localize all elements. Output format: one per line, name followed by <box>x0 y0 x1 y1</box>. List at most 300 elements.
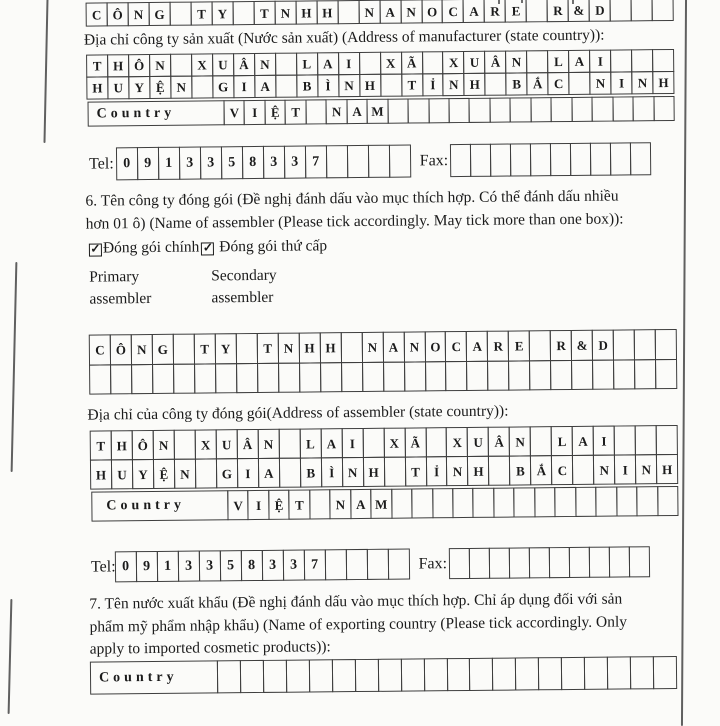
char-cell: L <box>551 426 573 456</box>
country-row <box>90 656 677 695</box>
char-cell: H <box>363 457 385 487</box>
text-line: 7. Tên nước xuất khẩu (Đề nghị đánh dấu vào mục thích hợp. Chỉ áp dụng đối với sản <box>89 590 623 613</box>
char-cell <box>383 457 405 487</box>
char-cell: I <box>589 50 611 73</box>
char-cell: G <box>212 75 234 98</box>
char-cell: C <box>442 0 464 23</box>
char-cell <box>286 659 310 692</box>
char-cell: U <box>467 427 489 457</box>
char-cell <box>469 658 493 691</box>
digit-cell <box>510 143 531 176</box>
char-cell: Ệ <box>268 490 290 520</box>
char-cell: I <box>248 490 270 520</box>
char-cell: I <box>233 75 255 98</box>
digit-cell: 9 <box>135 551 157 582</box>
char-cell: T <box>256 333 278 364</box>
char-cell: Â <box>233 53 255 76</box>
char-cell: N <box>149 54 171 77</box>
text-line: Primary <box>89 268 140 286</box>
char-cell <box>452 488 474 518</box>
char-cell: U <box>212 53 234 76</box>
char-cell: Ỉ <box>422 73 444 96</box>
exporting-country-grid <box>90 656 677 695</box>
digit-cell <box>368 145 390 178</box>
digit-cell: 8 <box>242 146 264 179</box>
char-cell: Ì <box>321 457 343 487</box>
primary-assembler-sublabel <box>89 266 151 311</box>
char-cell: G <box>152 334 174 365</box>
digit-cell <box>569 547 590 578</box>
char-cell <box>332 659 356 692</box>
char-cell: N <box>277 333 299 364</box>
char-cell <box>423 658 447 691</box>
char-cell: L <box>296 52 318 75</box>
char-cell: X <box>380 52 402 75</box>
char-cell <box>89 364 111 394</box>
char-cell <box>529 330 551 361</box>
char-cell <box>173 334 195 365</box>
char-cell <box>469 98 491 123</box>
char-cell: N <box>170 76 192 99</box>
char-cell <box>170 54 192 77</box>
secondary-assembler-label: Đóng gói thứ cấp <box>215 237 328 256</box>
char-cell: N <box>326 99 348 124</box>
char-cell: V <box>224 100 246 125</box>
char-cell: A <box>320 428 342 458</box>
char-cell <box>169 2 191 26</box>
char-cell: B <box>509 455 531 485</box>
char-cell <box>653 656 677 689</box>
char-cell: I <box>593 426 615 456</box>
char-cell <box>634 359 656 389</box>
char-cell: H <box>86 76 108 99</box>
char-cell <box>551 97 573 122</box>
text-line: apply to imported cosmetic products)): <box>89 638 331 658</box>
char-cell: A <box>350 489 372 519</box>
char-cell <box>655 359 677 389</box>
char-cell <box>633 96 655 121</box>
char-cell: N <box>358 0 380 24</box>
char-cell: N <box>446 456 468 486</box>
char-cell <box>616 486 638 516</box>
char-cell <box>493 488 515 518</box>
char-cell <box>299 362 321 392</box>
char-cell <box>448 98 470 123</box>
secondary-assembler-checkbox <box>201 242 214 255</box>
char-cell <box>466 361 488 391</box>
char-cell: N <box>400 0 422 24</box>
assembler-name-row-empty <box>90 359 677 395</box>
text-line: Secondary <box>211 266 277 285</box>
digit-cell <box>530 143 551 176</box>
char-cell <box>217 660 241 693</box>
char-cell <box>571 360 593 390</box>
digit-cell: 3 <box>198 550 220 581</box>
char-cell <box>422 51 444 74</box>
char-cell: T <box>190 1 212 25</box>
char-cell <box>630 656 654 689</box>
char-cell: T <box>194 333 216 364</box>
char-cell <box>530 426 552 456</box>
char-cell <box>275 75 297 98</box>
text-line: phẩm mỹ phẩm nhập khẩu) (Name of exporting country (Please tick accordingly. Only <box>89 612 628 636</box>
digit-cell: 0 <box>114 551 136 582</box>
char-cell: N <box>593 455 615 485</box>
char-cell <box>655 329 677 360</box>
char-cell <box>515 657 539 690</box>
char-cell <box>652 49 674 72</box>
section7-text <box>89 588 627 661</box>
char-cell: V <box>227 490 249 520</box>
char-cell: X <box>191 53 213 76</box>
char-cell <box>191 75 213 98</box>
char-cell <box>612 96 634 121</box>
char-cell <box>309 489 331 519</box>
char-cell <box>432 488 454 518</box>
char-cell <box>404 361 426 391</box>
char-cell: A <box>254 75 276 98</box>
fax-number-boxes <box>451 142 651 177</box>
char-cell: T <box>404 456 426 486</box>
digit-cell <box>366 549 388 580</box>
char-cell <box>174 430 196 460</box>
digit-cell <box>449 548 470 579</box>
fax-number-boxes <box>450 546 650 579</box>
char-cell <box>215 363 237 393</box>
char-cell <box>571 97 593 122</box>
char-cell: B <box>296 74 318 97</box>
char-cell: I <box>244 100 266 125</box>
char-cell <box>657 486 679 516</box>
char-cell <box>613 329 635 360</box>
char-cell <box>550 360 572 390</box>
char-cell <box>635 425 657 455</box>
char-cell <box>236 333 258 364</box>
primary-assembler-label: Đóng gói chính <box>102 238 200 257</box>
tel-number-boxes <box>117 145 411 181</box>
char-cell: U <box>111 459 133 489</box>
char-cell: H <box>111 430 133 460</box>
digit-cell <box>450 144 471 177</box>
country-row <box>91 486 678 522</box>
char-cell <box>488 456 510 486</box>
digit-cell: 3 <box>261 550 283 581</box>
digit-cell: 1 <box>156 551 178 582</box>
char-cell: Ô <box>128 54 150 77</box>
char-cell: C <box>548 72 570 95</box>
char-cell: Â <box>484 51 506 74</box>
digit-cell <box>490 144 511 177</box>
char-cell: N <box>257 429 279 459</box>
char-cell: M <box>367 99 389 124</box>
char-cell: E <box>505 0 527 23</box>
char-cell: Ì <box>317 74 339 97</box>
char-cell: D <box>589 0 611 22</box>
char-cell: H <box>298 332 320 363</box>
char-cell: T <box>401 73 423 96</box>
char-cell <box>489 98 511 123</box>
char-cell <box>362 362 384 392</box>
char-cell: H <box>359 74 381 97</box>
char-cell <box>380 74 402 97</box>
text-line: assembler <box>211 288 274 307</box>
char-cell: L <box>299 428 321 458</box>
char-cell <box>538 657 562 690</box>
char-cell: I <box>341 428 363 458</box>
char-cell: Ệ <box>149 76 171 99</box>
char-cell <box>152 364 174 394</box>
char-cell: Ô <box>132 430 154 460</box>
digit-cell <box>630 142 651 175</box>
char-cell <box>279 458 301 488</box>
digit-cell <box>345 549 367 580</box>
char-cell: A <box>466 331 488 362</box>
digit-cell: 9 <box>137 147 159 180</box>
char-cell <box>653 96 675 121</box>
char-cell <box>554 487 576 517</box>
digit-cell <box>550 143 571 176</box>
tel-fax-row-1 <box>89 142 651 180</box>
char-cell: A <box>463 0 485 23</box>
char-cell: I <box>338 52 360 75</box>
digit-cell <box>489 548 510 579</box>
char-cell <box>355 659 379 692</box>
char-cell <box>194 363 216 393</box>
char-cell: T <box>90 430 112 460</box>
char-cell <box>173 364 195 394</box>
secondary-assembler-sublabel <box>211 265 277 310</box>
digit-cell: 0 <box>116 147 138 180</box>
tel-label: Tel: <box>89 154 114 173</box>
char-cell <box>514 487 536 517</box>
tel-number-boxes <box>115 549 409 583</box>
char-cell: Ã <box>401 51 423 74</box>
text-line: hơn 01 ô) (Name of assembler (Please tick accordingly. May tick more than one box)): <box>85 209 624 233</box>
char-cell: R <box>547 0 569 22</box>
char-cell <box>572 455 594 485</box>
text-line: assembler <box>89 290 152 308</box>
char-cell: Ệ <box>153 459 175 489</box>
section6-text <box>85 185 623 235</box>
char-cell <box>391 489 413 519</box>
char-cell: U <box>107 76 129 99</box>
char-cell: T <box>289 489 311 519</box>
char-cell: H <box>316 0 338 24</box>
char-cell: C <box>445 331 467 362</box>
char-cell: C <box>551 455 573 485</box>
char-cell: Â <box>488 427 510 457</box>
char-cell <box>592 97 614 122</box>
char-cell: H <box>90 459 112 489</box>
char-cell <box>425 361 447 391</box>
char-cell: A <box>572 426 594 456</box>
digit-cell: 8 <box>240 550 262 581</box>
char-cell <box>378 659 402 692</box>
char-cell <box>240 660 264 693</box>
char-cell <box>526 50 548 73</box>
digit-cell: 3 <box>282 550 304 581</box>
char-cell <box>569 72 591 95</box>
char-cell: M <box>370 489 392 519</box>
char-cell <box>340 332 362 363</box>
char-cell: T <box>86 54 108 77</box>
char-cell <box>263 660 287 693</box>
char-cell <box>561 657 585 690</box>
char-cell: R <box>487 331 509 362</box>
digit-cell: 3 <box>263 146 285 179</box>
country-label-cell: Country <box>91 490 228 521</box>
char-cell: A <box>258 458 280 488</box>
country-label-cell: Country <box>88 100 225 126</box>
char-cell: Y <box>128 76 150 99</box>
char-cell <box>408 98 430 123</box>
char-cell <box>592 360 614 390</box>
char-cell: N <box>403 331 425 362</box>
char-cell: X <box>195 429 217 459</box>
char-cell <box>529 360 551 390</box>
char-cell: Ô <box>107 2 129 26</box>
char-cell <box>631 49 653 72</box>
char-cell: N <box>254 53 276 76</box>
char-cell: H <box>652 71 674 94</box>
char-cell: L <box>547 50 569 73</box>
char-cell: D <box>592 330 614 361</box>
char-cell <box>634 329 656 360</box>
manufacturer-address-grid <box>87 49 675 127</box>
char-cell <box>510 97 532 122</box>
char-cell: I <box>237 458 259 488</box>
digit-cell <box>347 145 369 178</box>
char-cell: O <box>424 331 446 362</box>
tel-label: Tel: <box>90 557 116 576</box>
char-cell <box>636 486 658 516</box>
char-cell: H <box>464 73 486 96</box>
char-cell <box>492 658 516 691</box>
assembler-address-label: Địa chỉ của công ty đóng gói(Address of assembler (state country)): <box>87 402 509 424</box>
char-cell: N <box>131 334 153 365</box>
char-cell <box>610 49 632 72</box>
char-cell <box>337 0 359 24</box>
fax-label: Fax: <box>418 554 448 572</box>
char-cell <box>473 488 495 518</box>
manufacturer-name-grid <box>87 0 674 27</box>
char-cell: R <box>550 330 572 361</box>
char-cell: Y <box>215 333 237 364</box>
char-cell: Ệ <box>264 100 286 125</box>
char-cell: C <box>89 334 111 365</box>
fax-label: Fax: <box>419 151 449 169</box>
char-cell: G <box>216 458 238 488</box>
char-cell <box>530 97 552 122</box>
assembler-name-grid <box>90 329 678 395</box>
assembler-checkbox-row <box>89 237 327 257</box>
digit-cell <box>629 546 650 577</box>
digit-cell <box>610 142 631 175</box>
char-cell: N <box>505 50 527 73</box>
text-line: 6. Tên công ty đóng gói (Đề nghị đánh dấu vào mục thích hợp. Có thể đánh dấu nhiều <box>85 187 619 210</box>
char-cell: U <box>215 429 237 459</box>
char-cell <box>526 0 548 22</box>
char-cell: R <box>484 0 506 23</box>
digit-cell <box>590 143 611 176</box>
digit-cell <box>529 547 550 578</box>
char-cell <box>631 0 653 21</box>
char-cell: Ắ <box>530 455 552 485</box>
digit-cell <box>549 547 570 578</box>
digit-cell: 3 <box>200 146 222 179</box>
char-cell <box>446 658 470 691</box>
digit-cell <box>389 145 411 178</box>
char-cell: B <box>506 72 528 95</box>
digit-cell <box>570 143 591 176</box>
char-cell <box>110 364 132 394</box>
char-cell <box>607 656 631 689</box>
tel-fax-row-2 <box>91 546 650 582</box>
char-cell <box>359 52 381 75</box>
char-cell: C <box>86 2 108 26</box>
digit-cell <box>324 549 346 580</box>
country-label-cell: Country <box>90 660 218 694</box>
assembler-sublabels <box>89 263 489 315</box>
char-cell: X <box>383 428 405 458</box>
char-cell <box>236 363 258 393</box>
checkmark-icon: ✓ <box>90 241 101 256</box>
char-cell: G <box>148 2 170 26</box>
char-cell: N <box>589 72 611 95</box>
char-cell: N <box>509 426 531 456</box>
char-cell: Ỉ <box>425 456 447 486</box>
char-cell: A <box>379 0 401 24</box>
char-cell <box>508 360 530 390</box>
char-cell: X <box>446 427 468 457</box>
digit-cell <box>609 546 630 577</box>
digit-cell: 3 <box>284 146 306 179</box>
char-cell: Y <box>132 459 154 489</box>
primary-assembler-checkbox <box>89 243 102 256</box>
char-cell: A <box>317 52 339 75</box>
char-cell: N <box>361 332 383 363</box>
char-cell <box>309 659 333 692</box>
char-cell: & <box>571 330 593 361</box>
char-cell <box>400 658 424 691</box>
manufacturer-address-label: Địa chỉ công ty sản xuất (Nước sản xuất) (Address of manufacturer (state country)): <box>83 26 605 49</box>
char-cell: T <box>253 1 275 25</box>
char-cell: H <box>467 456 489 486</box>
char-cell: H <box>107 54 129 77</box>
char-cell <box>131 364 153 394</box>
digit-cell <box>470 144 491 177</box>
digit-cell: 3 <box>179 147 201 180</box>
char-cell: B <box>300 457 322 487</box>
char-cell: U <box>463 51 485 74</box>
char-cell <box>613 359 635 389</box>
char-cell: & <box>568 0 590 22</box>
char-cell: A <box>568 50 590 73</box>
char-cell <box>487 361 509 391</box>
char-cell <box>232 1 254 25</box>
char-cell <box>278 429 300 459</box>
char-cell <box>584 657 608 690</box>
country-row <box>88 96 675 127</box>
char-cell <box>534 487 556 517</box>
char-cell <box>425 427 447 457</box>
assembler-address-grid <box>91 425 679 522</box>
char-cell: N <box>631 71 653 94</box>
char-cell <box>383 362 405 392</box>
digit-cell <box>326 145 348 178</box>
char-cell <box>305 99 327 124</box>
char-cell: Ô <box>110 334 132 365</box>
